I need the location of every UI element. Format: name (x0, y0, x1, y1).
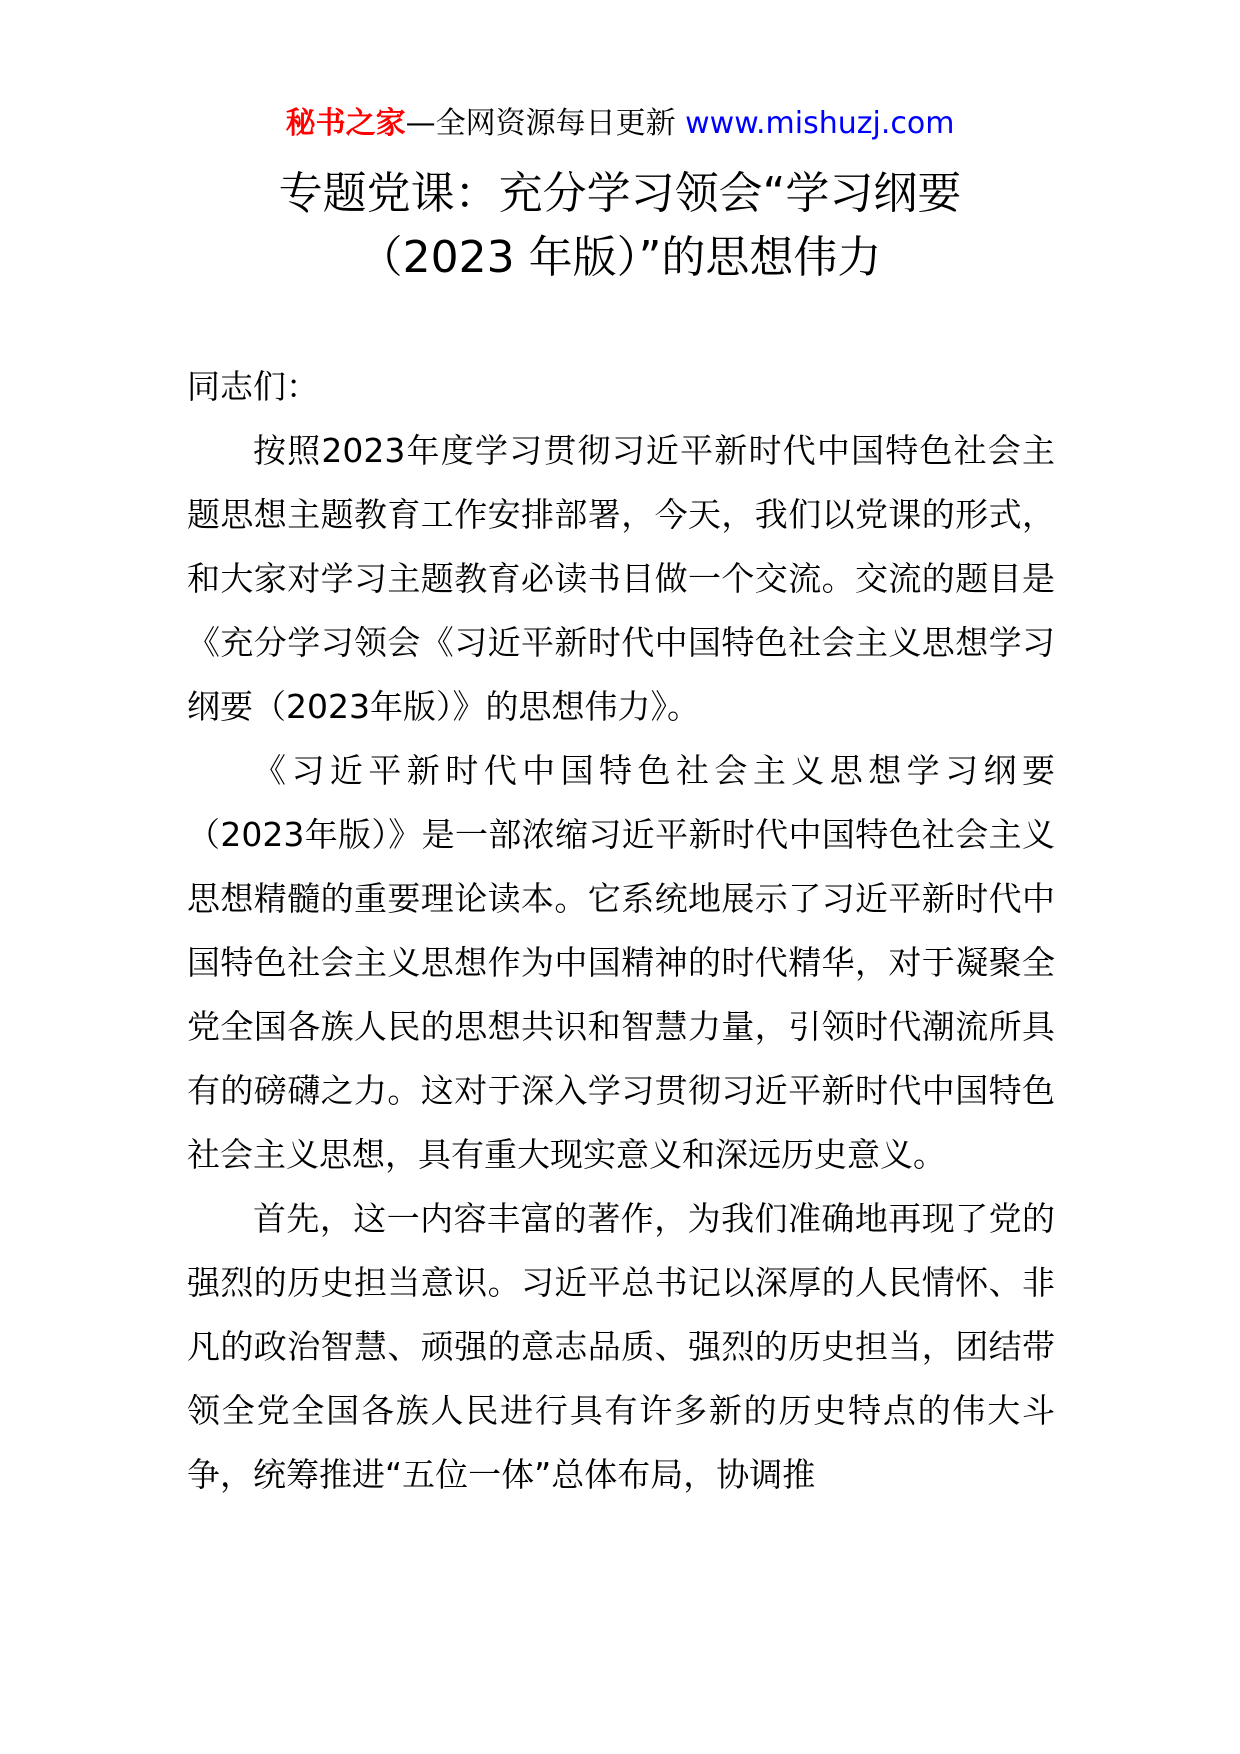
body-paragraph: 按照2023年度学习贯彻习近平新时代中国特色社会主题思想主题教育工作安排部署，今天，我们以党课的形式，和大家对学习主题教育必读书目做一个交流。交流的题目是《充分学习领会《习近平新时代中国特色社会主义思想学习纲要（2023年版）》的思想伟力》。 (187, 431, 1055, 726)
salutation: 同志们： (187, 367, 319, 406)
site-header (0, 102, 1240, 146)
document-title-line-2: （2023 年版）”的思想伟力 (358, 232, 882, 283)
header-tagline: —全网资源每日更新 (405, 106, 686, 141)
body-paragraph: 首先，这一内容丰富的著作，为我们准确地再现了党的强烈的历史担当意识。习近平总书记以深厚的人民情怀、非凡的政治智慧、顽强的意志品质、强烈的历史担当，团结带领全党全国各族人民进行具有许多新的历史特点的伟大斗争，统筹推进“五位一体”总体布局，协调推 (187, 1199, 1055, 1494)
brand-name: 秘书之家 (285, 106, 406, 141)
body-paragraph: 《习近平新时代中国特色社会主义思想学习纲要（2023年版）》是一部浓缩习近平新时代中国特色社会主义思想精髓的重要理论读本。它系统地展示了习近平新时代中国特色社会主义思想作为中国精神的时代精华，对于凝聚全党全国各族人民的思想共识和智慧力量，引领时代潮流所具有的磅礴之力。这对于深入学习贯彻习近平新时代中国特色社会主义思想，具有重大现实意义和深远历史意义。 (187, 751, 1055, 1174)
site-url-link[interactable]: www.mishuzj.com (685, 106, 955, 141)
document-body (187, 355, 1055, 1507)
document-title-line-1: 专题党课：充分学习领会“学习纲要 (278, 168, 962, 219)
